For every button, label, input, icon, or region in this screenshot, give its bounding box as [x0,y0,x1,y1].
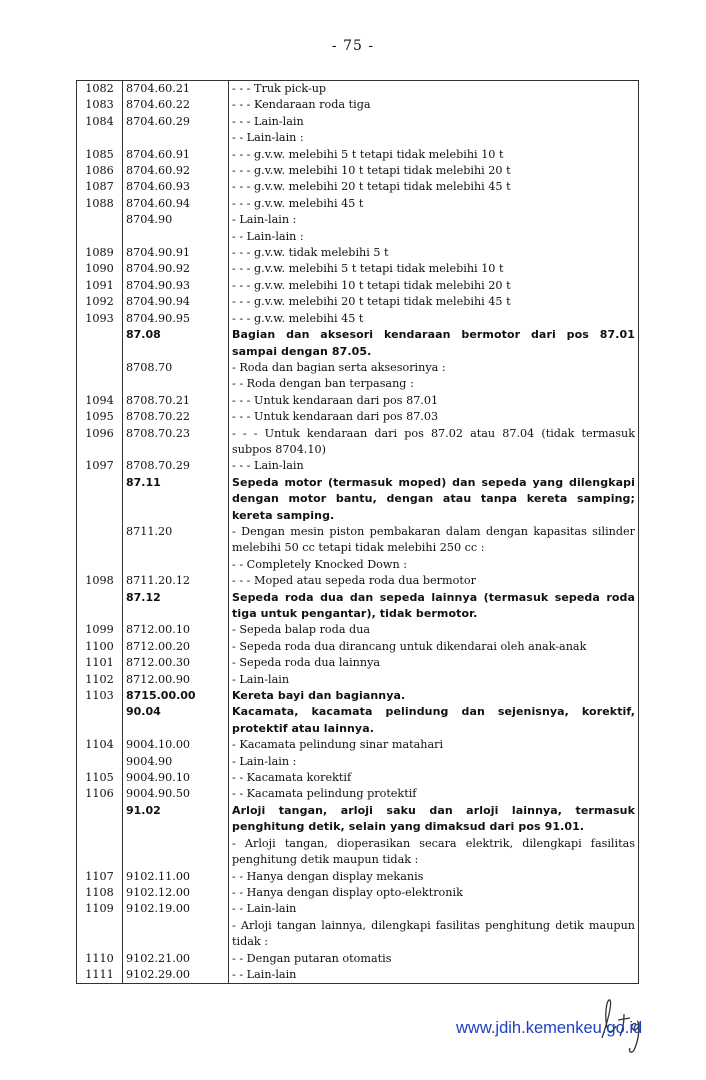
hs-code-cell: 8712.00.10 [123,622,229,638]
hs-code-cell [123,836,229,869]
table-row [77,770,639,786]
table-row [77,81,639,98]
hs-code-cell: 8704.90.94 [123,294,229,310]
row-number-cell: 1110 [77,951,123,967]
description-cell: - - Lain-lain [229,901,639,917]
description-cell: - - - g.v.w. melebihi 10 t tetapi tidak melebihi 20 t [229,163,639,179]
description-cell: - Lain-lain : [229,754,639,770]
table-row [77,179,639,195]
description-cell: - - Kacamata pelindung protektif [229,786,639,802]
row-number-cell [77,327,123,360]
hs-code-cell: 8708.70.21 [123,393,229,409]
table-row [77,409,639,425]
hs-code-cell: 8704.60.92 [123,163,229,179]
table-heading-row [77,688,639,704]
row-number-cell: 1087 [77,179,123,195]
table-row [77,212,639,228]
description-cell: - Roda dan bagian serta aksesorinya : [229,360,639,376]
description-cell: - - - g.v.w. melebihi 20 t tetapi tidak melebihi 45 t [229,179,639,195]
table-row [77,918,639,951]
row-number-cell: 1083 [77,97,123,113]
description-cell: - - - g.v.w. melebihi 45 t [229,311,639,327]
row-number-cell: 1108 [77,885,123,901]
row-number-cell [77,376,123,392]
row-number-cell: 1102 [77,672,123,688]
hs-code-cell [123,130,229,146]
table-row [77,163,639,179]
description-cell: - - - g.v.w. tidak melebihi 5 t [229,245,639,261]
row-number-cell: 1082 [77,81,123,98]
table-row [77,311,639,327]
hs-code-cell: 87.08 [123,327,229,360]
description-cell: - Sepeda roda dua dirancang untuk dikendarai oleh anak-anak [229,639,639,655]
table-row [77,639,639,655]
hs-code-cell: 8704.60.21 [123,81,229,98]
row-number-cell [77,803,123,836]
row-number-cell: 1095 [77,409,123,425]
hs-code-cell: 8704.90.95 [123,311,229,327]
hs-code-cell: 8704.60.29 [123,114,229,130]
row-number-cell: 1106 [77,786,123,802]
row-number-cell: 1103 [77,688,123,704]
table-row [77,130,639,146]
description-cell: - - - Untuk kendaraan dari pos 87.03 [229,409,639,425]
description-cell: - - Hanya dengan display opto-elektronik [229,885,639,901]
table-heading-row [77,590,639,623]
table-row [77,426,639,459]
description-cell: - - - g.v.w. melebihi 10 t tetapi tidak melebihi 20 t [229,278,639,294]
description-cell: - - Lain-lain : [229,130,639,146]
description-cell: Kacamata, kacamata pelindung dan sejenisnya, korektif, protektif atau lainnya. [229,704,639,737]
hs-code-cell: 9004.90 [123,754,229,770]
row-number-cell [77,918,123,951]
hs-code-cell: 8708.70.23 [123,426,229,459]
row-number-cell: 1101 [77,655,123,671]
description-cell: - - - g.v.w. melebihi 5 t tetapi tidak melebihi 10 t [229,261,639,277]
row-number-cell: 1088 [77,196,123,212]
table-row [77,573,639,589]
description-cell: Bagian dan aksesori kendaraan bermotor dari pos 87.01 sampai dengan 87.05. [229,327,639,360]
table-row [77,458,639,474]
hs-code-cell: 8704.90 [123,212,229,228]
table-row [77,622,639,638]
hs-code-cell: 8712.00.90 [123,672,229,688]
table-row [77,294,639,310]
row-number-cell: 1096 [77,426,123,459]
row-number-cell [77,590,123,623]
description-cell: - Lain-lain : [229,212,639,228]
hs-code-cell: 9004.90.10 [123,770,229,786]
description-cell: - - - Moped atau sepeda roda dua bermotor [229,573,639,589]
page-number: - 75 - [331,38,375,54]
description-cell: - Lain-lain [229,672,639,688]
description-cell: Kereta bayi dan bagiannya. [229,688,639,704]
hs-code-cell: 9102.21.00 [123,951,229,967]
table-row [77,147,639,163]
hs-code-cell: 9102.19.00 [123,901,229,917]
table-row [77,836,639,869]
hs-code-cell: 8704.90.92 [123,261,229,277]
table-heading-row [77,327,639,360]
description-cell: - Sepeda roda dua lainnya [229,655,639,671]
description-cell: Arloji tangan, arloji saku dan arloji lainnya, termasuk penghitung detik, selain yang dimaksud dari pos 91.01. [229,803,639,836]
table-row [77,360,639,376]
hs-code-cell [123,376,229,392]
description-cell: - - Roda dengan ban terpasang : [229,376,639,392]
description-cell: - - - Kendaraan roda tiga [229,97,639,113]
hs-code-cell: 8708.70 [123,360,229,376]
description-cell: - - - Lain-lain [229,458,639,474]
row-number-cell: 1100 [77,639,123,655]
hs-code-cell [123,557,229,573]
table-row [77,524,639,557]
hs-code-cell: 8704.60.94 [123,196,229,212]
description-cell: - - - g.v.w. melebihi 45 t [229,196,639,212]
row-number-cell: 1086 [77,163,123,179]
table-row [77,97,639,113]
description-cell: - Dengan mesin piston pembakaran dalam dengan kapasitas silinder melebihi 50 cc tetapi tidak melebihi 250 cc : [229,524,639,557]
table-row [77,885,639,901]
hs-code-cell: 8715.00.00 [123,688,229,704]
row-number-cell [77,836,123,869]
hs-code-cell: 8708.70.22 [123,409,229,425]
table-row [77,376,639,392]
row-number-cell [77,360,123,376]
table-row [77,393,639,409]
row-number-cell: 1097 [77,458,123,474]
hs-code-cell: 9102.29.00 [123,967,229,984]
hs-code-cell: 8704.90.93 [123,278,229,294]
row-number-cell [77,524,123,557]
row-number-cell: 1085 [77,147,123,163]
table-row [77,196,639,212]
table-row [77,655,639,671]
hs-code-cell: 9004.10.00 [123,737,229,753]
description-cell: - Kacamata pelindung sinar matahari [229,737,639,753]
description-cell: - - Lain-lain [229,967,639,984]
table-row [77,261,639,277]
description-cell: Sepeda motor (termasuk moped) dan sepeda yang dilengkapi dengan motor bantu, dengan atau tanpa kereta samping; kereta samping. [229,475,639,524]
description-cell: - - Lain-lain : [229,229,639,245]
row-number-cell: 1091 [77,278,123,294]
table-row [77,901,639,917]
row-number-cell: 1090 [77,261,123,277]
row-number-cell: 1089 [77,245,123,261]
row-number-cell: 1109 [77,901,123,917]
row-number-cell: 1098 [77,573,123,589]
row-number-cell [77,212,123,228]
description-cell: Sepeda roda dua dan sepeda lainnya (termasuk sepeda roda tiga untuk pengantar), tidak bermotor. [229,590,639,623]
row-number-cell: 1107 [77,869,123,885]
row-number-cell: 1094 [77,393,123,409]
table-row [77,869,639,885]
description-cell: - - Kacamata korektif [229,770,639,786]
description-cell: - - Completely Knocked Down : [229,557,639,573]
hs-code-cell: 8708.70.29 [123,458,229,474]
row-number-cell [77,557,123,573]
table-row [77,786,639,802]
description-cell: - Sepeda balap roda dua [229,622,639,638]
row-number-cell [77,704,123,737]
description-cell: - Arloji tangan, dioperasikan secara elektrik, dilengkapi fasilitas penghitung detik maupun tidak : [229,836,639,869]
footer-url[interactable]: www.jdih.kemenkeu.go.id [456,1019,643,1037]
tariff-table [76,80,639,984]
table-row [77,278,639,294]
description-cell: - - - Untuk kendaraan dari pos 87.02 atau 87.04 (tidak termasuk subpos 8704.10) [229,426,639,459]
hs-code-cell: 9102.12.00 [123,885,229,901]
row-number-cell [77,229,123,245]
table-row [77,672,639,688]
description-cell: - - - Truk pick-up [229,81,639,98]
row-number-cell: 1093 [77,311,123,327]
table-row [77,967,639,984]
hs-code-cell: 87.12 [123,590,229,623]
table-heading-row [77,803,639,836]
hs-code-cell: 8711.20 [123,524,229,557]
hs-code-cell: 87.11 [123,475,229,524]
table-row [77,229,639,245]
table-row [77,245,639,261]
table-row [77,754,639,770]
row-number-cell: 1111 [77,967,123,984]
hs-code-cell: 8704.60.93 [123,179,229,195]
row-number-cell: 1084 [77,114,123,130]
tariff-table-body [77,81,639,984]
hs-code-cell: 9102.11.00 [123,869,229,885]
hs-code-cell: 8704.60.22 [123,97,229,113]
row-number-cell: 1092 [77,294,123,310]
description-cell: - Arloji tangan lainnya, dilengkapi fasilitas penghitung detik maupun tidak : [229,918,639,951]
description-cell: - - - g.v.w. melebihi 20 t tetapi tidak melebihi 45 t [229,294,639,310]
description-cell: - - Hanya dengan display mekanis [229,869,639,885]
hs-code-cell [123,918,229,951]
table-row [77,114,639,130]
row-number-cell: 1104 [77,737,123,753]
hs-code-cell: 91.02 [123,803,229,836]
hs-code-cell: 9004.90.50 [123,786,229,802]
hs-code-cell: 8711.20.12 [123,573,229,589]
description-cell: - - Dengan putaran otomatis [229,951,639,967]
row-number-cell [77,475,123,524]
hs-code-cell: 8704.90.91 [123,245,229,261]
table-heading-row [77,704,639,737]
hs-code-cell: 8712.00.30 [123,655,229,671]
hs-code-cell: 8712.00.20 [123,639,229,655]
hs-code-cell: 8704.60.91 [123,147,229,163]
table-row [77,737,639,753]
description-cell: - - - g.v.w. melebihi 5 t tetapi tidak melebihi 10 t [229,147,639,163]
description-cell: - - - Untuk kendaraan dari pos 87.01 [229,393,639,409]
row-number-cell [77,130,123,146]
hs-code-cell [123,229,229,245]
hs-code-cell: 90.04 [123,704,229,737]
table-row [77,951,639,967]
description-cell: - - - Lain-lain [229,114,639,130]
table-row [77,557,639,573]
row-number-cell [77,754,123,770]
row-number-cell: 1105 [77,770,123,786]
table-heading-row [77,475,639,524]
row-number-cell: 1099 [77,622,123,638]
